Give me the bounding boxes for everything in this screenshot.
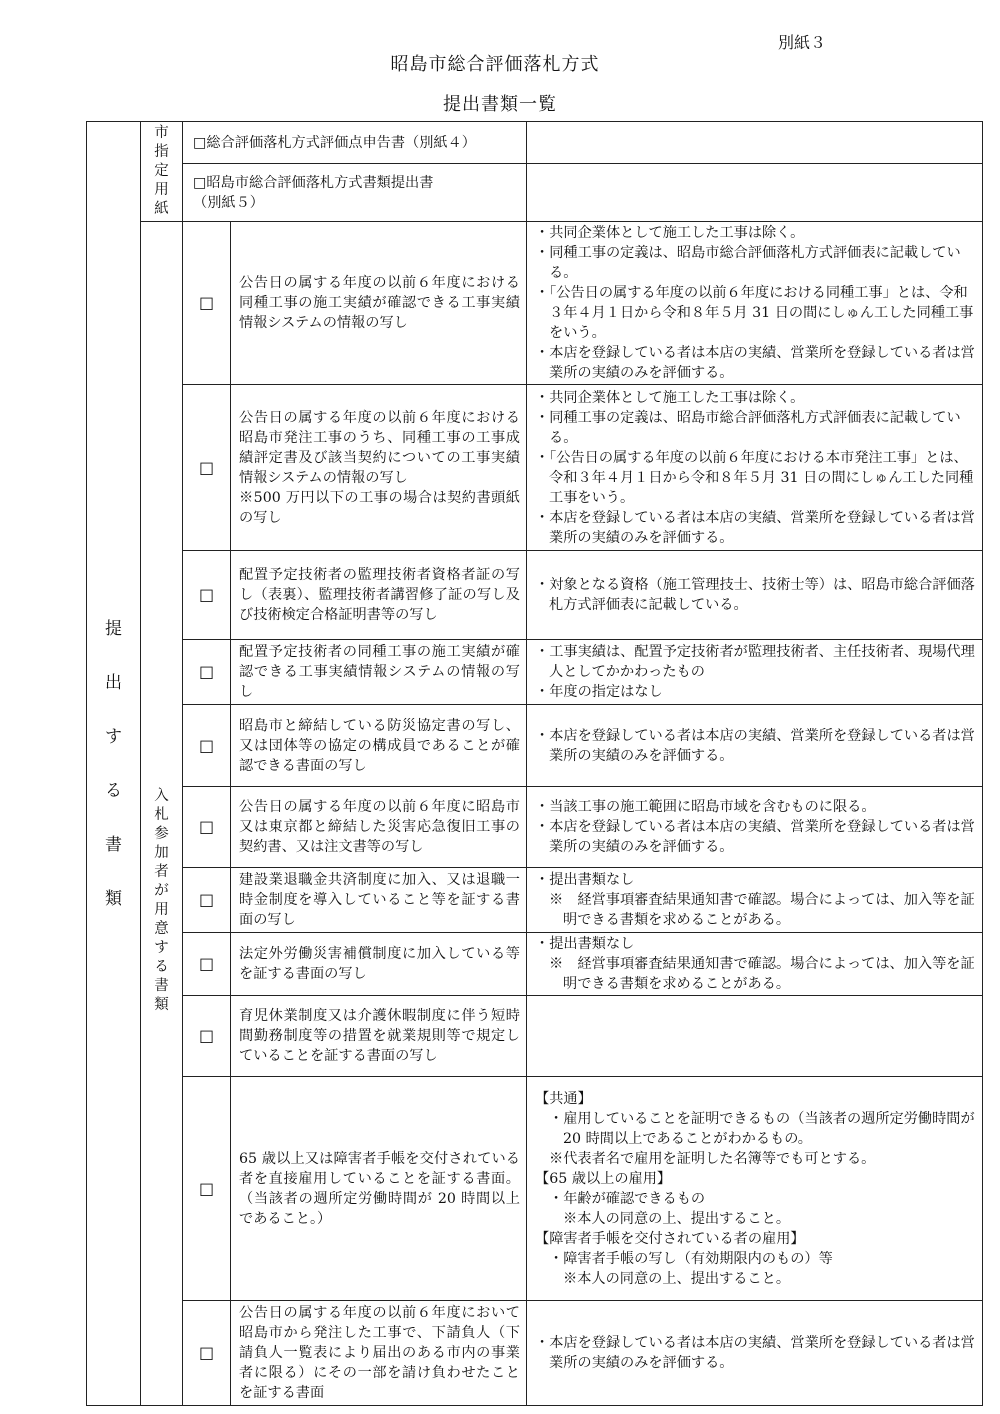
bidder-doc-item: 育児休業制度又は介護休暇制度に伴う短時間勤務制度等の措置を就業規則等で規定していることを証する書面の写し xyxy=(231,996,527,1077)
city-form-label-cell xyxy=(141,122,183,222)
checkbox[interactable]: □ xyxy=(183,705,231,787)
bidder-label-char: 者 xyxy=(154,864,169,880)
note-line: ・本店を登録している者は本店の実績、営業所を登録している者は営業所の実績のみを評価する。 xyxy=(535,509,975,546)
city-form-label-char: 指 xyxy=(154,144,169,160)
note-line: ・同種工事の定義は、昭島市総合評価落札方式評価表に記載している。 xyxy=(535,245,961,281)
city-form-item-line: □昭島市総合評価落札方式書類提出書 xyxy=(193,174,434,191)
note-line: ・「公告日の属する年度の以前６年度における本市発注工事」とは、令和３年４月１日から令和８年５月 31 日の間にしゅん工した同種工事をいう。 xyxy=(535,449,974,506)
bidder-label-char: が xyxy=(154,883,169,899)
bidder-doc-item: 65 歳以上又は障害者手帳を交付されている者を直接雇用していることを証する書面。（当該者の週所定労働時間が 20 時間以上であること。） xyxy=(231,1077,527,1301)
note-line: ・障害者手帳の写し（有効期限内のもの）等 xyxy=(549,1250,833,1267)
note-line: ※代表者名で雇用を証明した名簿等でも可とする。 xyxy=(549,1150,876,1167)
note-line: ・年齢が確認できるもの xyxy=(549,1190,706,1207)
note-line: ※ 経営事項審査結果通知書で確認。場合によっては、加入等を証明できる書類を求めることがある。 xyxy=(549,892,975,928)
bidder-doc-item xyxy=(231,385,527,551)
note-line: ・雇用していることを証明できるもの（当該者の週所定労働時間が 20 時間以上であることがわかるもの。 xyxy=(549,1110,975,1147)
bidder-label-char: 参 xyxy=(154,826,169,842)
note-line: ・本店を登録している者は本店の実績、営業所を登録している者は営業所の実績のみを評価する。 xyxy=(535,345,975,381)
note-line: ・共同企業体として施工した工事は除く。 xyxy=(535,389,805,406)
bidder-doc-notes xyxy=(527,1301,983,1406)
note-line: 【障害者手帳を交付されている者の雇用】 xyxy=(535,1230,805,1247)
bidder-doc-item: 公告日の属する年度の以前６年度において昭島市から発注した工事で、下請負人（下請負人一覧表により届出のある市内の事業者に限る）にその一部を請け負わせたことを証する書面 xyxy=(231,1301,527,1406)
checkbox[interactable]: □ xyxy=(183,1301,231,1406)
bidder-label-char: 入 xyxy=(154,788,169,804)
bidder-doc-notes xyxy=(527,996,983,1077)
bidder-label-char: す xyxy=(154,940,169,956)
city-form-note xyxy=(527,164,983,222)
annex-label: 別紙３ xyxy=(778,33,827,52)
bidder-label-char: 用 xyxy=(154,902,169,918)
city-form-note xyxy=(527,122,983,164)
bidder-doc-row xyxy=(87,1077,983,1301)
outer-label-char: 提 xyxy=(105,618,122,639)
bidder-label xyxy=(141,787,182,1015)
document-title xyxy=(0,50,1000,76)
bidder-doc-notes xyxy=(527,868,983,933)
city-form-row xyxy=(87,164,983,222)
bidder-doc-item: 昭島市と締結している防災協定書の写し、又は団体等の協定の構成員であることが確認できる書面の写し xyxy=(231,705,527,787)
bidder-doc-row xyxy=(87,551,983,640)
bidder-doc-row xyxy=(87,640,983,705)
bidder-doc-notes xyxy=(527,551,983,640)
city-form-item: □総合評価落札方式評価点申告書（別紙４） xyxy=(183,122,527,164)
bidder-doc-row xyxy=(87,222,983,385)
bidder-doc-item: 公告日の属する年度の以前６年度における同種工事の施工実績が確認できる工事実績情報システムの情報の写し xyxy=(231,222,527,385)
outer-label-char: 出 xyxy=(105,672,122,693)
city-form-row xyxy=(87,122,983,164)
outer-label-cell xyxy=(87,122,141,1406)
note-line: ・本店を登録している者は本店の実績、営業所を登録している者は営業所の実績のみを評価する。 xyxy=(535,727,975,764)
outer-label-char: る xyxy=(105,780,122,801)
bidder-doc-row xyxy=(87,933,983,996)
bidder-doc-notes xyxy=(527,787,983,868)
note-line: ・対象となる資格（施工管理技士、技術士等）は、昭島市総合評価落札方式評価表に記載している。 xyxy=(535,577,975,613)
city-form-label xyxy=(141,124,182,219)
bidder-doc-notes xyxy=(527,385,983,551)
checkbox[interactable]: □ xyxy=(183,222,231,385)
bidder-label-char: 類 xyxy=(154,997,169,1013)
note-line: ・工事実績は、配置予定技術者が監理技術者、主任技術者、現場代理人としてかかわったもの xyxy=(535,644,975,680)
outer-label xyxy=(87,602,140,926)
city-form-label-char: 市 xyxy=(154,125,169,141)
note-line: ※本人の同意の上、提出すること。 xyxy=(563,1210,791,1227)
checkbox[interactable]: □ xyxy=(183,868,231,933)
city-form-label-char: 紙 xyxy=(154,201,169,217)
note-line: ・共同企業体として施工した工事は除く。 xyxy=(535,225,805,241)
outer-label-char: 書 xyxy=(105,834,122,855)
note-line: ※ 経営事項審査結果通知書で確認。場合によっては、加入等を証明できる書類を求めることがある。 xyxy=(549,956,975,992)
city-form-item xyxy=(183,164,527,222)
document-subtitle: 提出書類一覧 xyxy=(443,94,557,115)
note-line: ・提出書類なし xyxy=(535,872,635,888)
note-line: ※本人の同意の上、提出すること。 xyxy=(563,1270,791,1287)
bidder-doc-row xyxy=(87,787,983,868)
checkbox[interactable]: □ xyxy=(183,787,231,868)
checkbox[interactable]: □ xyxy=(183,551,231,640)
checkbox[interactable]: □ xyxy=(183,385,231,551)
bidder-label-cell xyxy=(141,222,183,1406)
note-line: ・提出書類なし xyxy=(535,936,635,952)
bidder-doc-item: 建設業退職金共済制度に加入、又は退職一時金制度を導入していること等を証する書面の写し xyxy=(231,868,527,933)
checkbox[interactable]: □ xyxy=(183,996,231,1077)
bidder-doc-row xyxy=(87,705,983,787)
bidder-label-char: 加 xyxy=(154,845,169,861)
bidder-doc-item: 配置予定技術者の同種工事の施工実績が確認できる工事実績情報システムの情報の写し xyxy=(231,640,527,705)
bidder-doc-item: 法定外労働災害補償制度に加入している等を証する書面の写し xyxy=(231,933,527,996)
note-line: ・同種工事の定義は、昭島市総合評価落札方式評価表に記載している。 xyxy=(535,409,961,446)
bidder-doc-notes xyxy=(527,222,983,385)
bidder-doc-item: 公告日の属する年度の以前６年度に昭島市又は東京都と締結した災害応急復旧工事の契約書、又は注文書等の写し xyxy=(231,787,527,868)
checkbox[interactable]: □ xyxy=(183,1077,231,1301)
bidder-doc-notes xyxy=(527,1077,983,1301)
note-line: ・本店を登録している者は本店の実績、営業所を登録している者は営業所の実績のみを評価する。 xyxy=(535,1335,975,1371)
bidder-label-char: 書 xyxy=(154,978,169,994)
note-line: 【共通】 xyxy=(535,1090,592,1107)
document-title-text: 昭島市総合評価落札方式 xyxy=(390,54,600,75)
city-form-label-char: 用 xyxy=(154,182,169,198)
bidder-label-char: る xyxy=(154,959,169,975)
bidder-label-char: 札 xyxy=(154,807,169,823)
bidder-doc-item-text: 公告日の属する年度の以前６年度における昭島市発注工事のうち、同種工事の工事成績評定書及び該当契約についての工事実績情報システムの情報の写し xyxy=(239,409,520,486)
documents-table xyxy=(86,121,983,1406)
bidder-label-char: 意 xyxy=(154,921,169,937)
bidder-doc-notes xyxy=(527,705,983,787)
bidder-doc-row xyxy=(87,868,983,933)
note-line: ・当該工事の施工範囲に昭島市域を含むものに限る。 xyxy=(535,799,876,815)
bidder-doc-row xyxy=(87,1301,983,1406)
bidder-doc-item-extra: ※500 万円以下の工事の場合は契約書頭紙の写し xyxy=(239,489,520,526)
bidder-doc-row xyxy=(87,996,983,1077)
outer-label-char: 類 xyxy=(105,888,122,909)
city-form-label-char: 定 xyxy=(154,163,169,179)
note-line: 【65 歳以上の雇用】 xyxy=(535,1170,672,1187)
bidder-doc-notes xyxy=(527,640,983,705)
checkbox[interactable]: □ xyxy=(183,933,231,996)
note-line: ・本店を登録している者は本店の実績、営業所を登録している者は営業所の実績のみを評価する。 xyxy=(535,819,975,855)
bidder-doc-notes xyxy=(527,933,983,996)
outer-label-char: す xyxy=(105,726,122,747)
bidder-doc-row xyxy=(87,385,983,551)
note-line: ・「公告日の属する年度の以前６年度における同種工事」とは、令和３年４月１日から令和８年５月 31 日の間にしゅん工した同種工事をいう。 xyxy=(535,285,974,341)
note-line: ・年度の指定はなし xyxy=(535,684,663,700)
city-form-item-line: （別紙５） xyxy=(193,194,264,211)
checkbox[interactable]: □ xyxy=(183,640,231,705)
bidder-doc-item: 配置予定技術者の監理技術者資格者証の写し（表裏）、監理技術者講習修了証の写し及び技術検定合格証明書等の写し xyxy=(231,551,527,640)
